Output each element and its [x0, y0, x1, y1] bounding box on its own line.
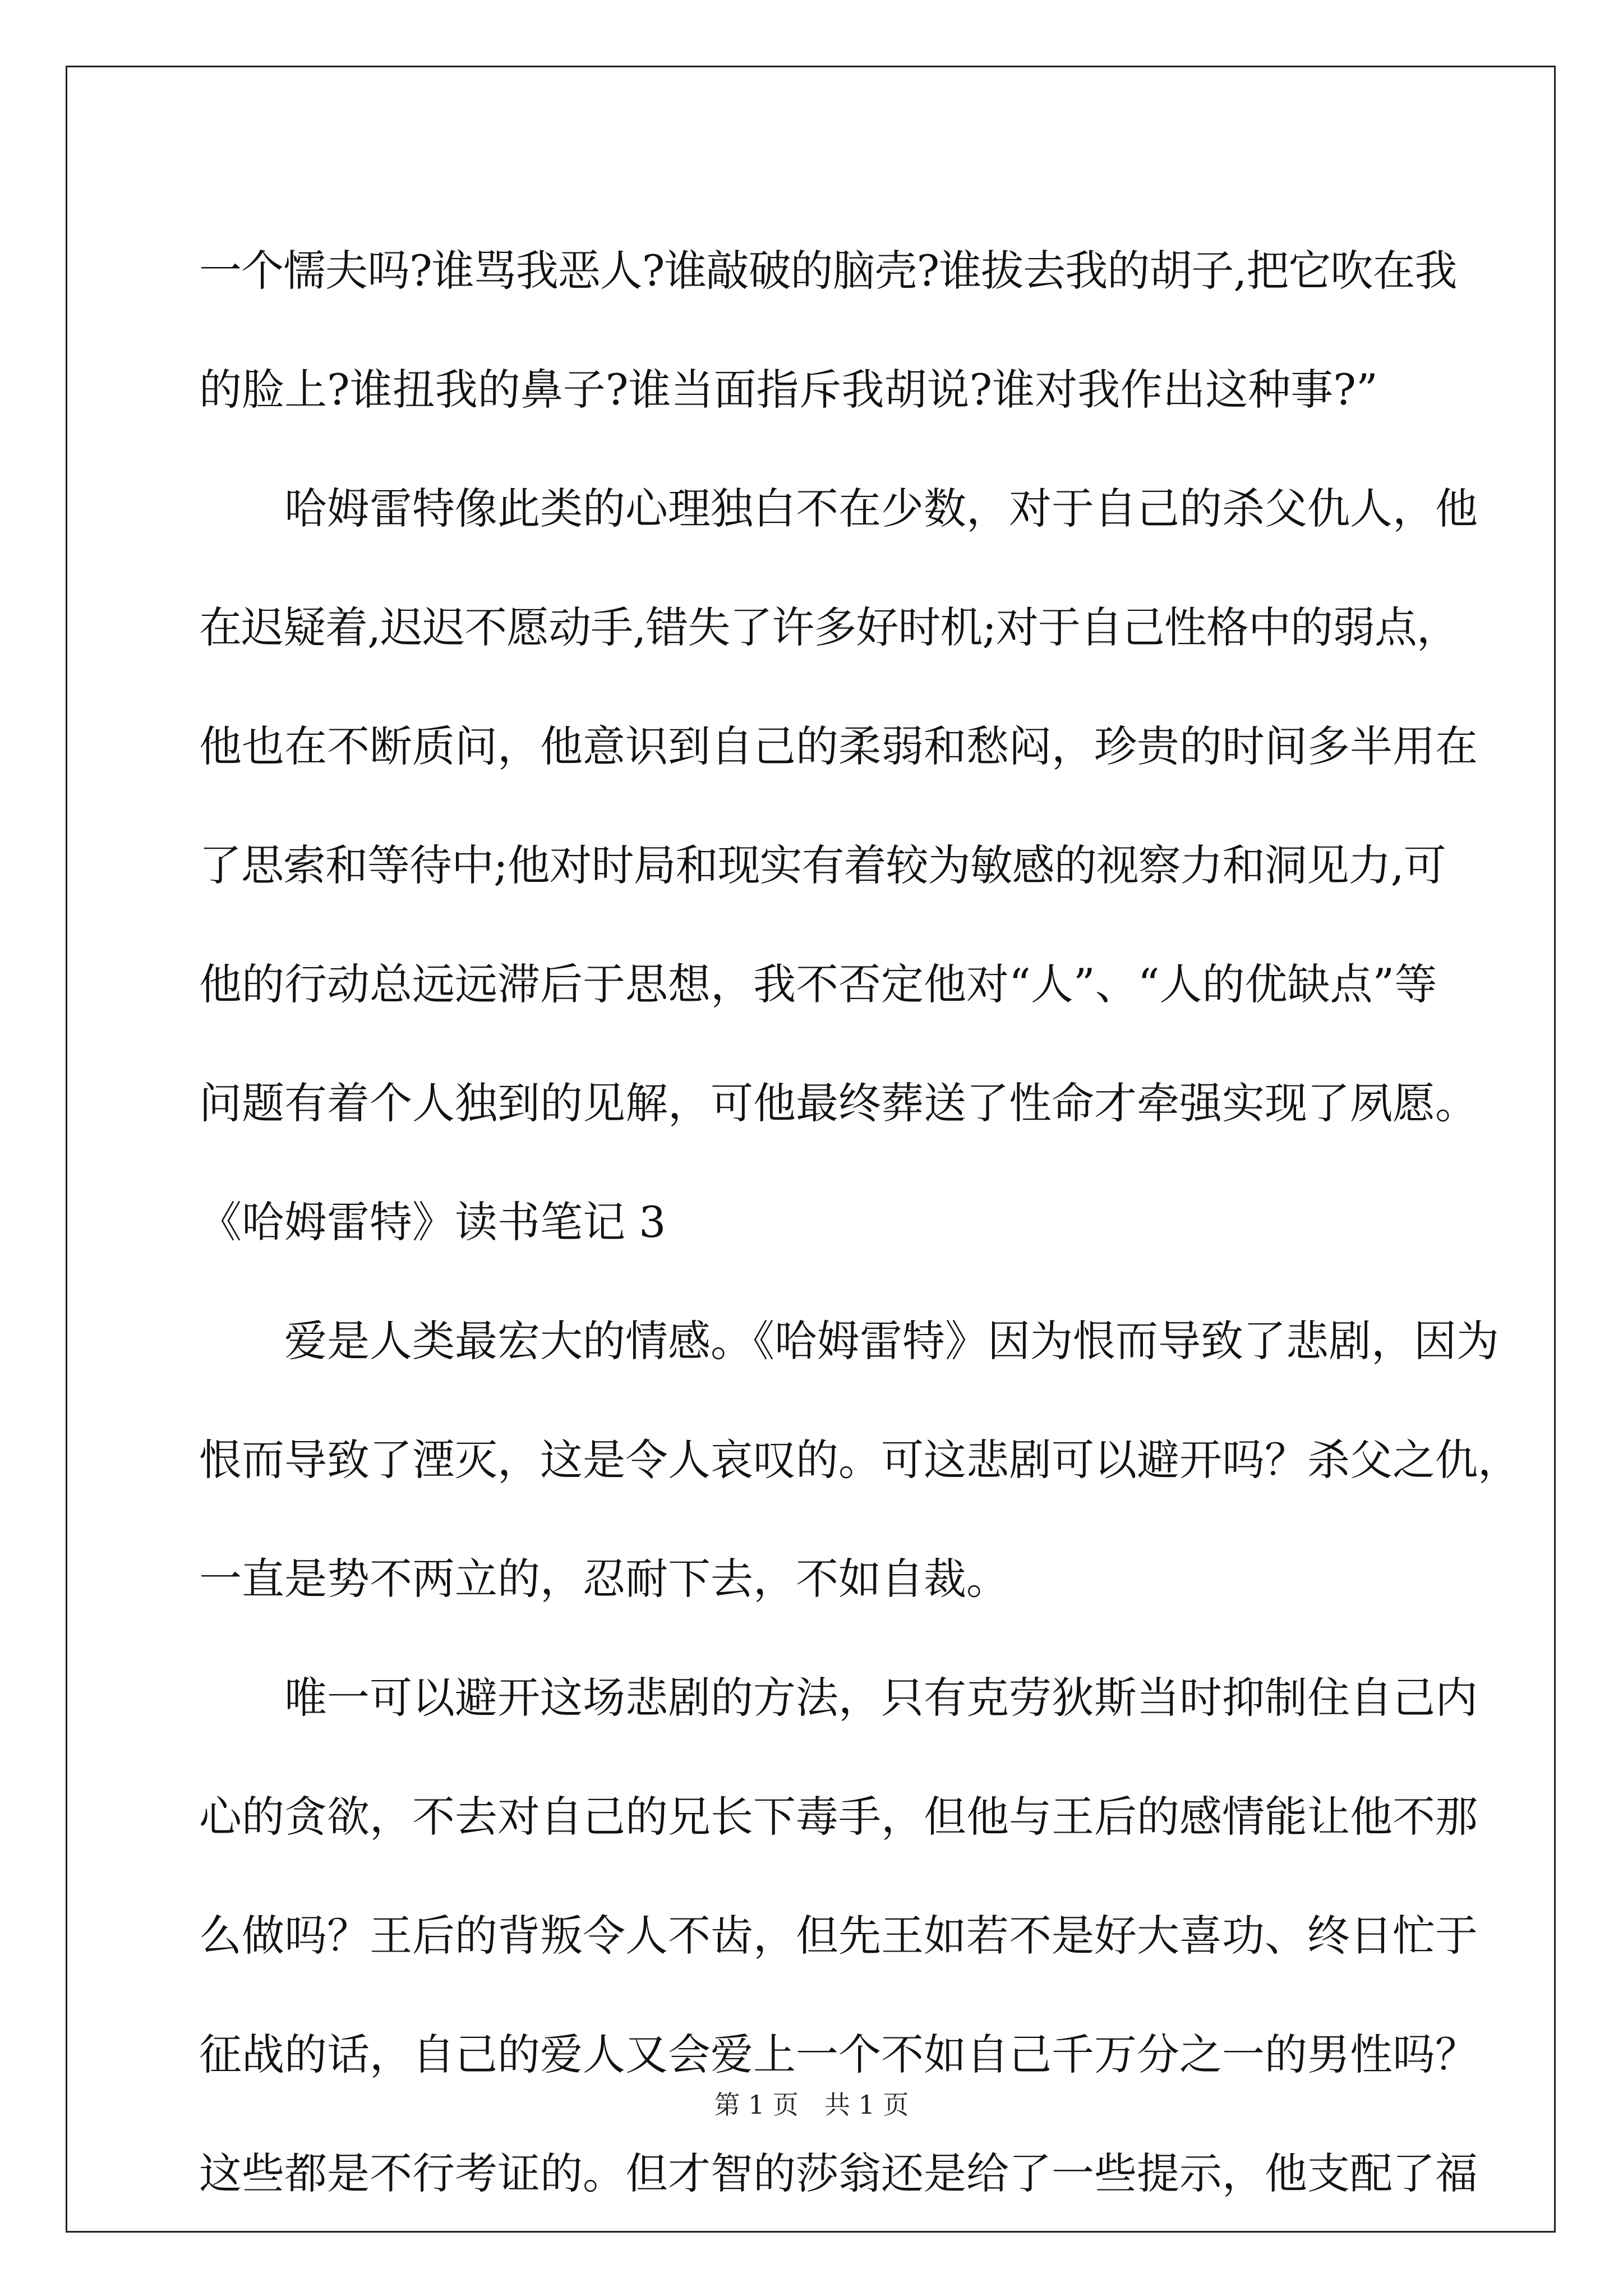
text-line: 恨而导致了湮灭，这是令人哀叹的。可这悲剧可以避开吗？杀父之仇，	[199, 1435, 1520, 1485]
text-line: 他的行动总远远滞后于思想，我不否定他对“人”、“人的优缺点”等	[199, 959, 1437, 1009]
text-line: 在迟疑着,迟迟不愿动手,错失了许多好时机;对于自己性格中的弱点，	[199, 602, 1459, 652]
text-line: 征战的话，自己的爱人又会爱上一个不如自己千万分之一的男性吗？	[199, 2030, 1478, 2079]
text-line: 一直是势不两立的，忍耐下去，不如自裁。	[199, 1554, 1009, 1604]
document-body	[199, 211, 1520, 2233]
section-heading: 《哈姆雷特》读书笔记 3	[199, 1197, 666, 1247]
text-line: 他也在不断质问，他意识到自己的柔弱和愁闷，珍贵的时间多半用在	[199, 721, 1478, 771]
text-line: 了思索和等待中;他对时局和现实有着较为敏感的视察力和洞见力,可	[199, 840, 1446, 890]
text-line: 的脸上?谁扭我的鼻子?谁当面指斥我胡说?谁对我作出这种事?”	[199, 365, 1378, 415]
text-line: 么做吗？王后的背叛令人不齿，但先王如若不是好大喜功、终日忙于	[199, 1911, 1478, 1961]
page-number: 第 1 页 共 1 页	[714, 2090, 909, 2120]
text-line: 问题有着个人独到的见解，可他最终葬送了性命才牵强实现了夙愿。	[199, 1078, 1478, 1128]
paragraph-start: 唯一可以避开这场悲剧的方法，只有克劳狄斯当时抑制住自己内	[284, 1673, 1478, 1723]
text-line: 一个懦夫吗?谁骂我恶人?谁敲破的脑壳?谁拔去我的胡子,把它吹在我	[199, 246, 1457, 296]
paragraph-start: 爱是人类最宏大的情感。《哈姆雷特》因为恨而导致了悲剧，因为	[284, 1316, 1499, 1366]
text-line: 这些都是不行考证的。但才智的莎翁还是给了一些提示，他支配了福	[199, 2148, 1478, 2198]
text-line: 心的贪欲，不去对自己的兄长下毒手，但他与王后的感情能让他不那	[199, 1792, 1478, 1842]
paragraph-start: 哈姆雷特像此类的心理独白不在少数，对于自己的杀父仇人，他	[284, 484, 1478, 533]
